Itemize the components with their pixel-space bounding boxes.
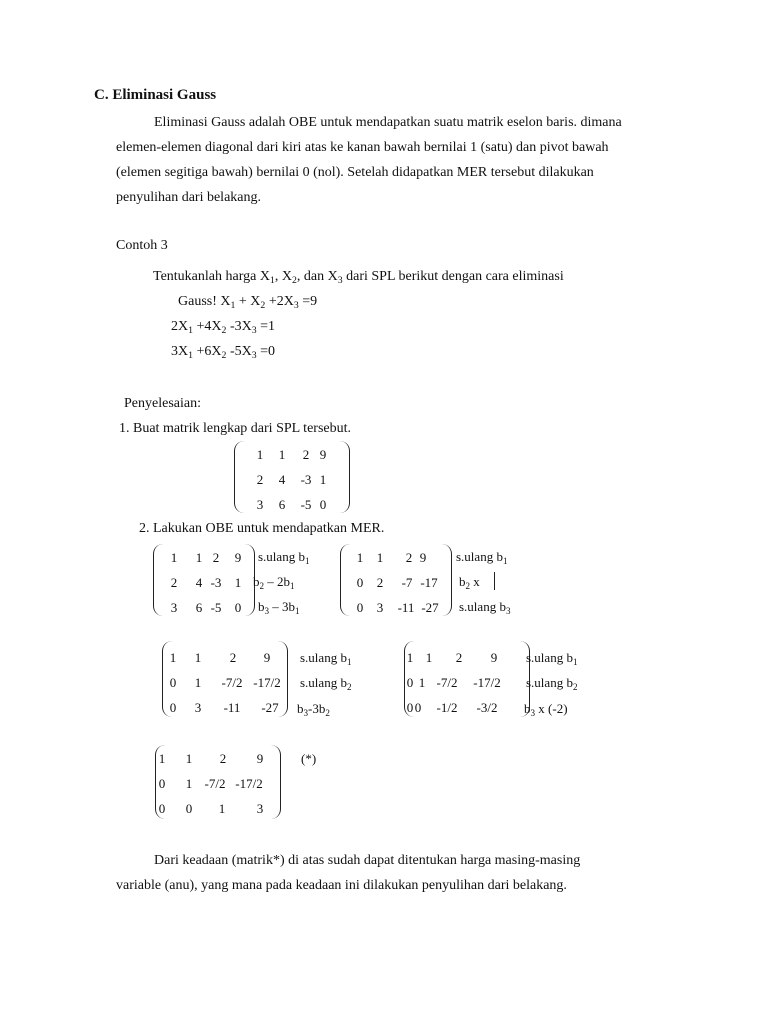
step-2: 2. Lakukan OBE untuk mendapatkan MER. [139, 521, 385, 536]
intro-line: elemen-elemen diagonal dari kiri atas ke kanan bawah bernilai 1 (satu) dan pivot bawah [116, 140, 609, 155]
matrix-cell: 1 [356, 550, 364, 565]
augmented-matrix [234, 441, 350, 513]
row-op-text: x (-2) [535, 701, 568, 716]
eq-text: =1 [256, 319, 276, 334]
row-op [459, 599, 511, 615]
matrix-cell: 9 [490, 650, 498, 665]
matrix-cell: -3/2 [476, 700, 498, 715]
eq-text: +2X [265, 294, 294, 309]
matrix-cell: -17/2 [235, 776, 263, 791]
equation-3 [171, 344, 275, 360]
eq-text: =9 [298, 294, 318, 309]
matrix-cell: -7/2 [221, 675, 243, 690]
matrix-cell: 0 [356, 575, 364, 590]
eq-text: +4X [193, 319, 222, 334]
matrix-cell: 6 [195, 600, 203, 615]
conclusion-line: Dari keadaan (matrik*) di atas sudah dapat ditentukan harga masing-masing [154, 853, 581, 868]
matrix-cell: 9 [263, 650, 271, 665]
eq-text: +6X [193, 344, 222, 359]
matrix-cell: 2 [405, 550, 413, 565]
matrix-cell: 9 [234, 550, 242, 565]
matrix-cell: 3 [256, 801, 264, 816]
matrix-marker: (*) [301, 751, 317, 766]
matrix-cell: 2 [455, 650, 463, 665]
matrix-cell: 1 [195, 550, 203, 565]
row-op [300, 675, 352, 691]
matrix-cell: 1 [218, 801, 226, 816]
subscript: 3 [264, 606, 270, 616]
equation-1 [178, 294, 317, 310]
subscript: 2 [572, 682, 578, 692]
subscript: 2 [221, 350, 227, 361]
subscript: 3 [251, 350, 257, 361]
row-op [526, 675, 578, 691]
row-op-text: b [253, 574, 260, 589]
matrix-cell: -1/2 [436, 700, 458, 715]
matrix-cell: 3 [256, 497, 264, 512]
eq-text: + X [235, 294, 261, 309]
matrix-cell: -17/2 [473, 675, 501, 690]
conclusion-paragraph [116, 848, 636, 898]
row-op [524, 701, 568, 717]
matrix-cell: 1 [406, 650, 414, 665]
subscript: 2 [325, 708, 330, 718]
subscript: 1 [188, 325, 194, 336]
problem-text: Tentukanlah harga X [153, 269, 270, 284]
obe-matrix-3 [162, 641, 288, 717]
subscript: 2 [465, 581, 471, 591]
example-title: Contoh 3 [116, 238, 168, 253]
intro-line: (elemen segitiga bawah) bernilai 0 (nol). Setelah didapatkan MER tersebut dilakukan [116, 165, 594, 180]
row-op [258, 599, 300, 615]
row-op-text: b [297, 701, 304, 716]
matrix-cell: -17 [420, 575, 438, 590]
matrix-cell: 1 [319, 472, 327, 487]
subscript: 3 [530, 708, 536, 718]
subscript: 1 [346, 657, 352, 667]
matrix-cell: 1 [185, 751, 193, 766]
matrix-cell: 1 [278, 447, 286, 462]
eq-text: -5X [226, 344, 252, 359]
matrix-cell: 1 [425, 650, 433, 665]
matrix-cell: 1 [256, 447, 264, 462]
matrix-cell: 0 [406, 700, 414, 715]
equation-2 [171, 319, 275, 335]
matrix-cell: 0 [414, 700, 422, 715]
matrix-cell: 3 [376, 600, 384, 615]
matrix-cell: 2 [170, 575, 178, 590]
row-op-text: b [524, 701, 531, 716]
matrix-cell: 1 [194, 675, 202, 690]
matrix-cell: 2 [256, 472, 264, 487]
obe-matrix-1 [153, 544, 255, 616]
matrix-cell: 1 [234, 575, 242, 590]
matrix-cell: 9 [319, 447, 327, 462]
solution-label: Penyelesaian: [124, 396, 201, 411]
matrix-cell: 9 [419, 550, 427, 565]
subscript: 2 [291, 275, 297, 286]
row-op [456, 549, 508, 565]
matrix-cell: 2 [212, 550, 220, 565]
matrix-cell: 0 [169, 700, 177, 715]
matrix-cell: 0 [169, 675, 177, 690]
row-op-text: b [258, 599, 265, 614]
matrix-cell: -7 [401, 575, 413, 590]
subscript: 3 [251, 325, 257, 336]
intro-line: penyulihan dari belakang. [116, 190, 262, 205]
matrix-cell: 0 [356, 600, 364, 615]
subscript: 1 [572, 657, 578, 667]
subscript: 1 [188, 350, 194, 361]
row-op [459, 574, 480, 590]
subscript: 1 [502, 556, 508, 566]
matrix-cell: 0 [158, 776, 166, 791]
matrix-cell: 1 [158, 751, 166, 766]
eq-text: 3X [171, 344, 189, 359]
matrix-cell: 2 [219, 751, 227, 766]
row-op-text: s.ulang b [526, 675, 573, 690]
matrix-cell: 2 [376, 575, 384, 590]
row-op [253, 574, 295, 590]
subscript: 2 [221, 325, 227, 336]
problem-text: , dan X [296, 269, 338, 284]
matrix-cell: 6 [278, 497, 286, 512]
matrix-cell: -11 [397, 600, 415, 615]
row-op-text: -3b [308, 701, 326, 716]
row-op-text: s.ulang b [526, 650, 573, 665]
matrix-cell: 1 [418, 675, 426, 690]
intro-line: Eliminasi Gauss adalah OBE untuk mendapatkan suatu matrik eselon baris. dimana [154, 115, 622, 130]
subscript: 1 [269, 275, 275, 286]
matrix-cell: 0 [319, 497, 327, 512]
row-op-text: x [470, 574, 480, 589]
matrix-cell: -27 [261, 700, 279, 715]
matrix-cell: -7/2 [436, 675, 458, 690]
eq-text: -3X [226, 319, 252, 334]
matrix-cell: 0 [158, 801, 166, 816]
row-op-text: – 3b [269, 599, 296, 614]
matrix-cell: -3 [210, 575, 222, 590]
subscript: 2 [259, 581, 265, 591]
intro-paragraph [116, 110, 676, 210]
row-op [526, 650, 578, 666]
row-op-text: – 2b [264, 574, 291, 589]
subscript: 1 [304, 556, 310, 566]
matrix-cell: -5 [300, 497, 312, 512]
final-matrix [155, 745, 281, 819]
conclusion-line: variable (anu), yang mana pada keadaan ini dilakukan penyulihan dari belakang. [116, 878, 567, 893]
matrix-cell: 4 [278, 472, 286, 487]
eq-text: 2X [171, 319, 189, 334]
matrix-cell: -27 [421, 600, 439, 615]
section-heading: C. Eliminasi Gauss [94, 87, 217, 103]
row-op-text: b [459, 574, 466, 589]
matrix-cell: 2 [302, 447, 310, 462]
matrix-cell: 1 [376, 550, 384, 565]
matrix-cell: 3 [194, 700, 202, 715]
matrix-cell: 9 [256, 751, 264, 766]
subscript: 1 [230, 300, 236, 311]
row-op-text: s.ulang b [456, 549, 503, 564]
eq-text: Gauss! X [178, 294, 231, 309]
subscript: 2 [346, 682, 352, 692]
subscript: 3 [337, 275, 343, 286]
row-op [300, 650, 352, 666]
subscript: 2 [260, 300, 266, 311]
matrix-cell: -11 [223, 700, 241, 715]
problem-text: , X [274, 269, 292, 284]
subscript: 3 [303, 708, 309, 718]
obe-matrix-2 [340, 544, 452, 616]
matrix-cell: 2 [229, 650, 237, 665]
obe-matrix-4 [404, 641, 530, 717]
matrix-cell: -17/2 [253, 675, 281, 690]
problem-text: dari SPL berikut dengan cara eliminasi [342, 269, 564, 284]
matrix-cell: 4 [195, 575, 203, 590]
matrix-cell: 1 [194, 650, 202, 665]
row-op [258, 549, 310, 565]
matrix-cell: 3 [170, 600, 178, 615]
matrix-cell: 1 [185, 776, 193, 791]
row-op-text: s.ulang b [300, 675, 347, 690]
row-op-text: s.ulang b [300, 650, 347, 665]
row-op-text: s.ulang b [459, 599, 506, 614]
subscript: 1 [295, 606, 300, 616]
eq-text: =0 [256, 344, 276, 359]
subscript: 1 [290, 581, 295, 591]
matrix-cell: -5 [210, 600, 222, 615]
subscript: 3 [505, 606, 511, 616]
row-op [297, 701, 330, 717]
text-cursor [494, 572, 495, 590]
matrix-cell: 0 [406, 675, 414, 690]
matrix-cell: 0 [234, 600, 242, 615]
matrix-cell: 1 [169, 650, 177, 665]
problem-line-1 [153, 269, 564, 285]
matrix-cell: -7/2 [204, 776, 226, 791]
row-op-text: s.ulang b [258, 549, 305, 564]
subscript: 3 [293, 300, 299, 311]
matrix-cell: 1 [170, 550, 178, 565]
matrix-cell: -3 [300, 472, 312, 487]
matrix-cell: 0 [185, 801, 193, 816]
step-1: 1. Buat matrik lengkap dari SPL tersebut. [119, 421, 351, 436]
